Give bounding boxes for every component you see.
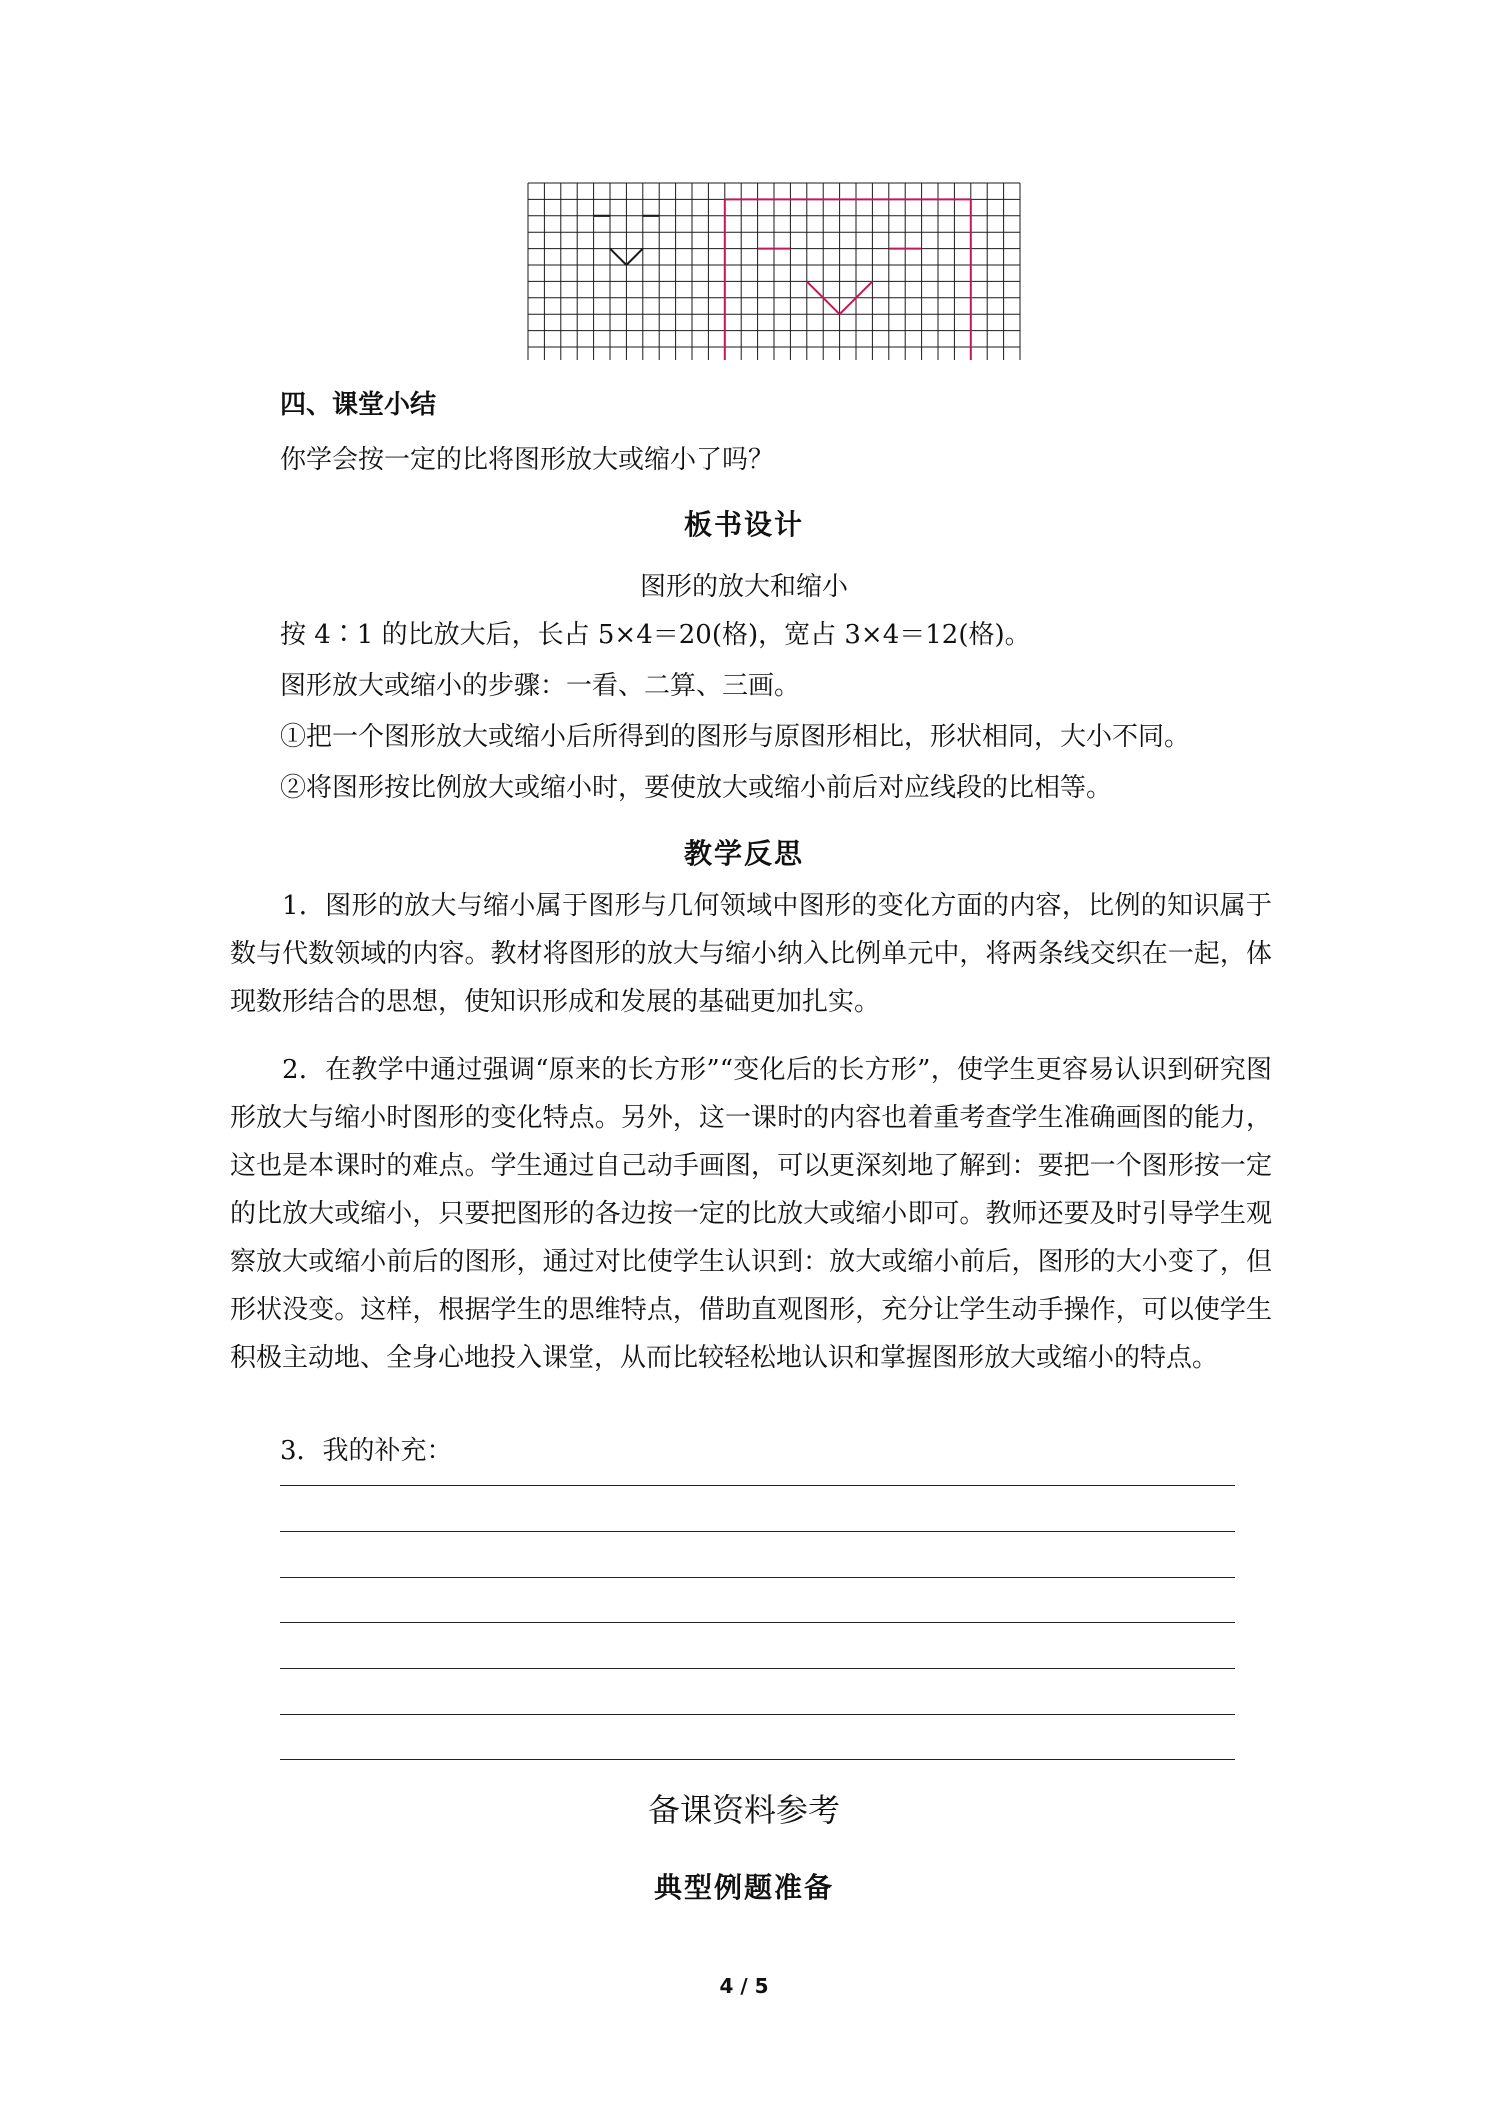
writing-line	[280, 1577, 1235, 1578]
writing-line	[280, 1759, 1235, 1760]
reference-title: 备课资料参考	[647, 1791, 840, 1829]
reflection-paragraph: 1．图形的放大与缩小属于图形与几何领域中图形的变化方面的内容，比例的知识属于数与代数领域的内容。教材将图形的放大与缩小纳入比例单元中，将两条线交织在一起，体现数形结合的思想，使知识形成和发展的基础更加扎实。	[230, 891, 1272, 1017]
original-mouth-line	[626, 249, 642, 265]
writing-line	[280, 1714, 1235, 1715]
board-line: 图形放大或缩小的步骤：一看、二算、三画。	[280, 671, 801, 701]
reflection-paragraph: 2．在教学中通过强调“原来的长方形”“变化后的长方形”，使学生更容易认识到研究图形放大与缩小时图形的变化特点。另外，这一课时的内容也着重考查学生准确画图的能力，这也是本课时的难点。学生通过自己动手画图，可以更深刻地了解到：要把一个图形按一定的比放大或缩小，只要把图形的各边按一定的比放大或缩小即可。教师还要及时引导学生观察放大或缩小前后的图形，通过对比使学生认识到：放大或缩小前后，图形的大小变了，但形状没变。这样，根据学生的思维特点，借助直观图形，充分让学生动手操作，可以使学生积极主动地、全身心地投入课堂，从而比较轻松地认识和掌握图形放大或缩小的特点。	[230, 1055, 1272, 1373]
writing-line	[280, 1531, 1235, 1532]
reflection-paragraph: 3．我的补充：	[280, 1436, 453, 1466]
board-heading: 板书设计	[683, 508, 804, 541]
board-line: ②将图形按比例放大或缩小时，要使放大或缩小前后对应线段的比相等。	[280, 773, 1113, 803]
page-number: 4 / 5	[719, 1974, 769, 1998]
reference-subtitle: 典型例题准备	[653, 1871, 834, 1904]
grid-diagram	[527, 182, 1027, 360]
reflection-heading: 教学反思	[683, 837, 804, 870]
summary-question: 你学会按一定的比将图形放大或缩小了吗？	[280, 445, 775, 475]
writing-line	[280, 1622, 1235, 1623]
board-line: 按 4∶1 的比放大后，长占 5×4＝20(格)，宽占 3×4＝12(格)。	[280, 620, 1031, 650]
board-line: ①把一个图形放大或缩小后所得到的图形与原图形相比，形状相同，大小不同。	[280, 722, 1191, 752]
board-subheading: 图形的放大和缩小	[639, 572, 848, 602]
grid-figure	[527, 182, 1027, 364]
original-mouth-line	[610, 249, 626, 265]
writing-line	[280, 1668, 1235, 1669]
writing-line	[280, 1485, 1235, 1486]
section-heading: 四、课堂小结	[280, 390, 437, 420]
